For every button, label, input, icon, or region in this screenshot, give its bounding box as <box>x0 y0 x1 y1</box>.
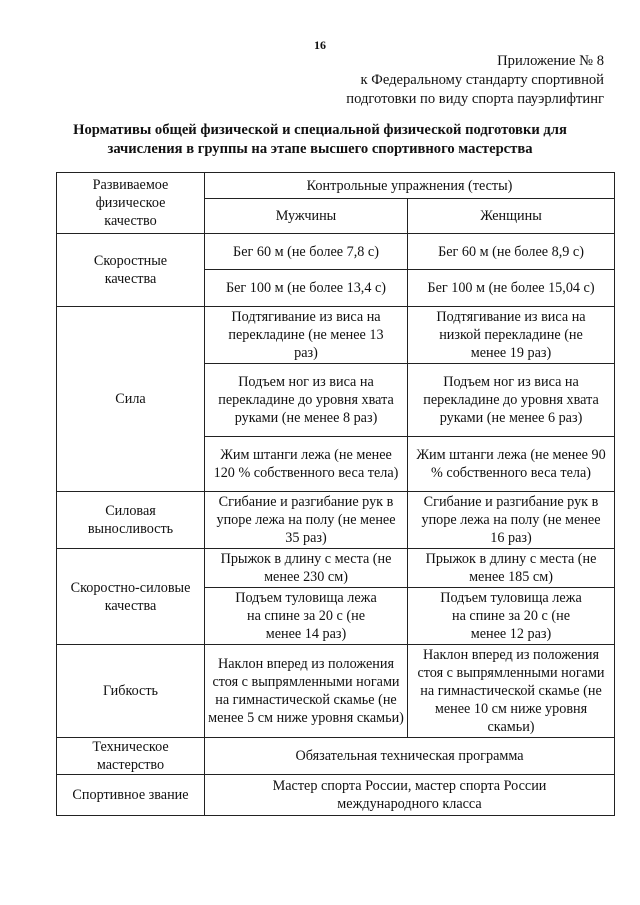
header-men: Мужчины <box>205 199 408 234</box>
category-cell: Техническое мастерство <box>57 738 205 775</box>
women-norm-cell: Подъем ног из виса на перекладине до уровня хвата руками (не менее 6 раз) <box>408 364 615 437</box>
women-norm-cell: Подъем туловища лежа на спине за 20 с (не менее 12 раз) <box>408 588 615 645</box>
men-norm-cell: Жим штанги лежа (не менее 120 % собственного веса тела) <box>205 437 408 492</box>
category-cell: Спортивное звание <box>57 775 205 816</box>
women-norm-cell: Наклон вперед из положения стоя с выпрямленными ногами на гимнастической скамье (не менее 10 см ниже уровня скамьи) <box>408 645 615 738</box>
men-norm-cell: Бег 100 м (не более 13,4 с) <box>205 270 408 307</box>
men-norm-cell: Прыжок в длину с места (не менее 230 см) <box>205 549 408 588</box>
table-row <box>57 234 615 270</box>
header-quality: Развиваемое физическое качество <box>57 173 205 234</box>
document-title <box>40 121 600 159</box>
men-norm-cell: Бег 60 м (не более 7,8 с) <box>205 234 408 270</box>
title-line-2: зачисления в группы на этапе высшего спортивного мастерства <box>107 141 533 157</box>
appendix-reference <box>346 52 604 109</box>
technical-program-cell: Обязательная техническая программа <box>205 738 615 775</box>
appendix-line-1: Приложение № 8 <box>497 53 604 69</box>
women-norm-cell: Бег 100 м (не более 15,04 с) <box>408 270 615 307</box>
men-norm-cell: Подъем ног из виса на перекладине до уровня хвата руками (не менее 8 раз) <box>205 364 408 437</box>
table-row <box>57 549 615 588</box>
men-norm-cell: Наклон вперед из положения стоя с выпрямленными ногами на гимнастической скамье (не менее 5 см ниже уровня скамьи) <box>205 645 408 738</box>
men-norm-cell: Подъем туловища лежа на спине за 20 с (не менее 14 раз) <box>205 588 408 645</box>
table-header-row <box>57 173 615 199</box>
appendix-line-2: к Федеральному стандарту спортивной <box>360 72 604 88</box>
table-row <box>57 775 615 816</box>
women-norm-cell: Прыжок в длину с места (не менее 185 см) <box>408 549 615 588</box>
header-women: Женщины <box>408 199 615 234</box>
page-number: 16 <box>314 38 326 52</box>
women-norm-cell: Сгибание и разгибание рук в упоре лежа на полу (не менее 16 раз) <box>408 492 615 549</box>
category-cell: Силовая выносливость <box>57 492 205 549</box>
category-cell: Скоростно-силовые качества <box>57 549 205 645</box>
category-cell: Сила <box>57 307 205 492</box>
title-line-1: Нормативы общей физической и специальной физической подготовки для <box>73 122 567 138</box>
men-norm-cell: Подтягивание из виса на перекладине (не менее 13 раз) <box>205 307 408 364</box>
table-row <box>57 738 615 775</box>
women-norm-cell: Жим штанги лежа (не менее 90 % собственного веса тела) <box>408 437 615 492</box>
header-tests: Контрольные упражнения (тесты) <box>205 173 615 199</box>
appendix-line-3: подготовки по виду спорта пауэрлифтинг <box>346 91 604 107</box>
category-cell: Скоростные качества <box>57 234 205 307</box>
women-norm-cell: Подтягивание из виса на низкой перекладине (не менее 19 раз) <box>408 307 615 364</box>
table-row <box>57 307 615 364</box>
category-cell: Гибкость <box>57 645 205 738</box>
sport-rank-cell: Мастер спорта России, мастер спорта России международного класса <box>205 775 615 816</box>
norms-table <box>56 172 615 816</box>
men-norm-cell: Сгибание и разгибание рук в упоре лежа на полу (не менее 35 раз) <box>205 492 408 549</box>
table-row <box>57 492 615 549</box>
table-row <box>57 645 615 738</box>
women-norm-cell: Бег 60 м (не более 8,9 с) <box>408 234 615 270</box>
